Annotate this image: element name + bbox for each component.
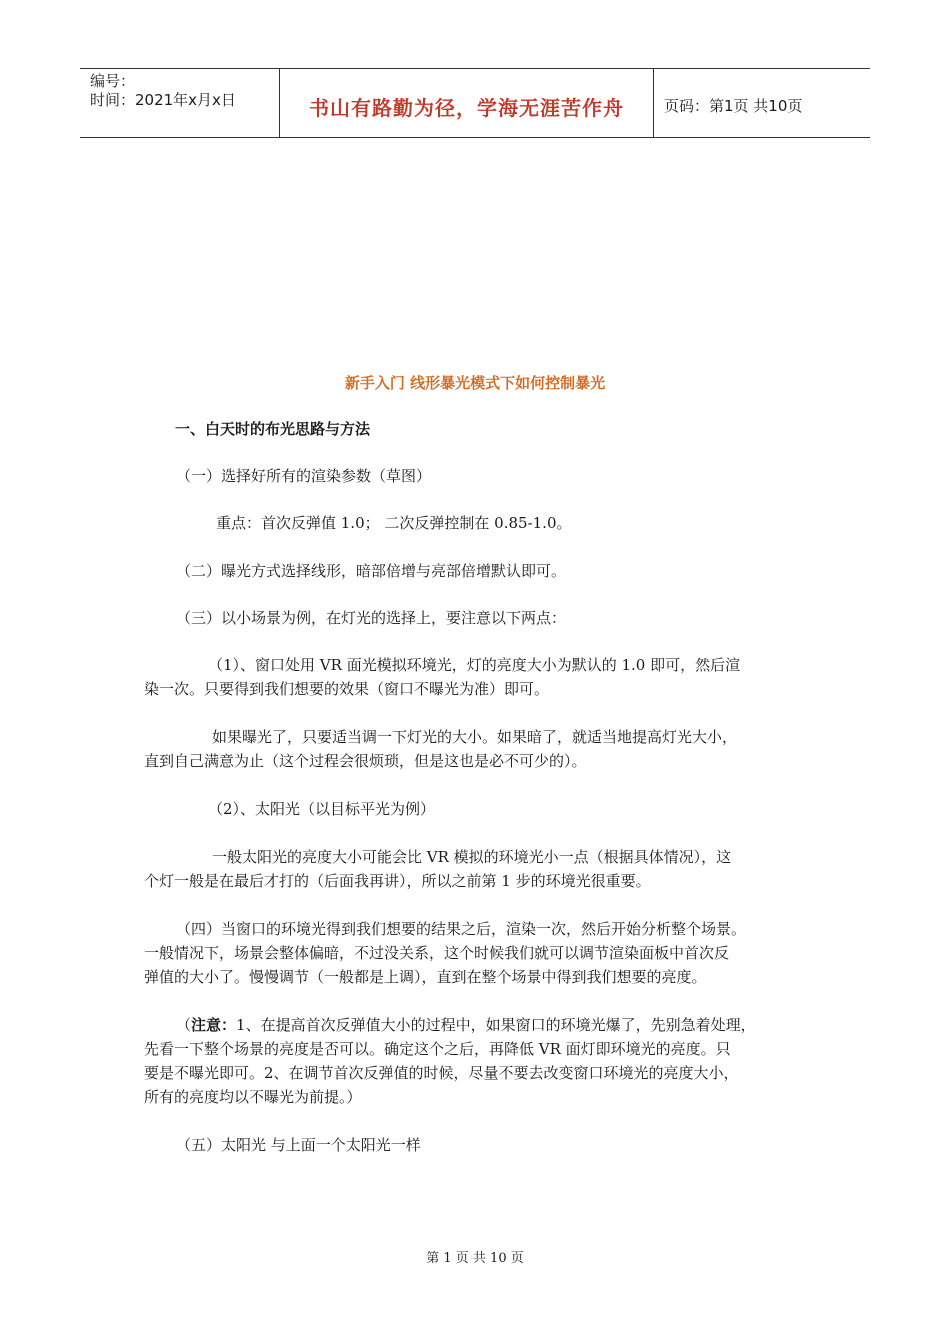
section-heading: 一、白天时的布光思路与方法 [175,420,371,438]
paragraph-10: （五）太阳光 与上面一个太阳光一样 [176,1136,421,1154]
note-line-2: 先看一下整个场景的亮度是否可以。确定这个之后，再降低 VR 面灯即环境光的亮度。只 [144,1040,731,1058]
header-motto: 书山有路勤为径，学海无涯苦作舟 [280,69,654,137]
paragraph-2: 重点：首次反弹值 1.0； 二次反弹控制在 0.85-1.0。 [216,514,572,532]
paragraph-6-line-2: 直到自己满意为止（这个过程会很烦琐，但是这也是必不可少的）。 [144,752,587,770]
note-label: 注意： [191,1016,237,1034]
paragraph-5-line-1: （1）、窗口处用 VR 面光模拟环境光，灯的亮度大小为默认的 1.0 即可，然后渲 [208,656,741,674]
paragraph-4: （三）以小场景为例，在灯光的选择上，要注意以下两点： [176,609,567,627]
time-label: 时间：2021年x月x日 [90,91,236,109]
paragraph-7: （2）、太阳光（以目标平光为例） [208,800,436,818]
header-page-info: 页码：第1页 共10页 [664,96,803,115]
paragraph-1: （一）选择好所有的渲染参数（草图） [176,467,432,485]
number-label: 编号： [90,72,136,90]
note-line-3: 要是不曝光即可。2、在调节首次反弹值的时候，尽量不要去改变窗口环境光的亮度大小， [144,1064,739,1082]
document-title: 新手入门 线形暴光模式下如何控制暴光 [344,374,606,392]
paragraph-5-line-2: 染一次。只要得到我们想要的效果（窗口不曝光为准）即可。 [144,680,550,698]
note-line-1 [176,1013,756,1037]
paragraph-8-line-1: 一般太阳光的亮度大小可能会比 VR 模拟的环境光小一点（根据具体情况），这 [212,848,732,866]
page-footer: 第 1 页 共 10 页 [426,1251,524,1266]
paragraph-9-line-2: 一般情况下，场景会整体偏暗，不过没关系，这个时候我们就可以调节渲染面板中首次反 [144,944,730,962]
paragraph-9-line-3: 弹值的大小了。慢慢调节（一般都是上调），直到在整个场景中得到我们想要的亮度。 [144,968,707,986]
note-open-paren: （ [176,1016,192,1034]
note-text-1: 1、在提高首次反弹值大小的过程中，如果窗口的环境光爆了，先别急着处理， [236,1016,756,1034]
paragraph-9-line-1: （四）当窗口的环境光得到我们想要的结果之后，渲染一次，然后开始分析整个场景。 [176,920,747,938]
note-line-4: 所有的亮度均以不曝光为前提。） [144,1088,362,1106]
header-left-cell [80,69,280,137]
paragraph-8-line-2: 个灯一般是在最后才打的（后面我再讲），所以之前第 1 步的环境光很重要。 [144,872,651,890]
paragraph-6-line-1: 如果曝光了，只要适当调一下灯光的大小。如果暗了，就适当地提高灯光大小， [212,728,738,746]
paragraph-3: （二）曝光方式选择线形，暗部倍增与亮部倍增默认即可。 [176,562,567,580]
page-header [80,68,870,138]
